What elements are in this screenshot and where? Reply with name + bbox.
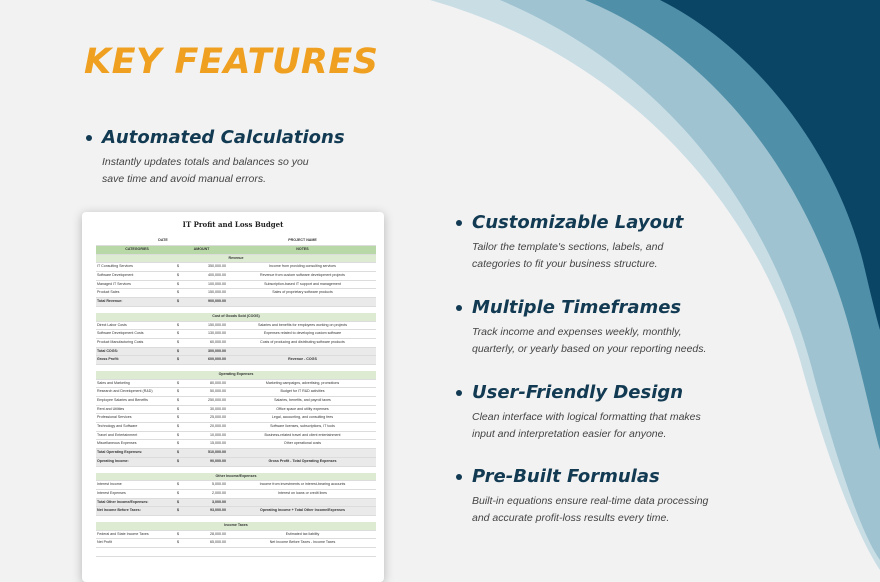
currency-sign: $ — [177, 450, 179, 455]
category-cell: Software Development — [97, 273, 134, 278]
category-cell: Technology and Software — [97, 424, 138, 429]
notes-cell — [229, 298, 376, 306]
feature-title: User-Friendly Design — [472, 382, 684, 403]
sheet-meta-row — [96, 236, 376, 246]
currency-sign: $ — [177, 322, 179, 327]
category-cell: Sales and Marketing — [97, 380, 130, 385]
notes-cell: Revenue from custom software development projects — [260, 273, 345, 278]
total-row — [96, 507, 376, 516]
table-row — [96, 388, 376, 397]
amount-value: 250,000.00 — [208, 398, 226, 402]
category-cell: Gross Profit: — [97, 357, 119, 362]
total-row — [96, 298, 376, 307]
category-cell: Interest Expenses — [97, 490, 126, 495]
table-row — [96, 289, 376, 298]
notes-cell: Business-related travel and client entertainment — [264, 432, 341, 437]
amount-cell — [177, 281, 229, 289]
amount-value: 10,000.00 — [210, 432, 226, 437]
category-cell: Product Sales — [97, 290, 120, 295]
category-cell: Direct Labor Costs — [97, 322, 127, 327]
notes-cell: Budget for IT R&D activities — [280, 389, 325, 394]
date-label: DATE — [158, 238, 168, 242]
currency-sign: $ — [177, 482, 179, 487]
currency-sign: $ — [177, 389, 179, 394]
section-header-row — [96, 371, 376, 380]
table-row — [96, 380, 376, 389]
notes-cell: Costs of producing and distributing software products — [260, 339, 345, 344]
header-categories: CATEGORIES — [125, 247, 149, 251]
bullet-icon — [456, 390, 462, 396]
category-cell: Product Manufacturing Costs — [97, 339, 144, 344]
amount-cell — [177, 499, 229, 507]
amount-value: 5,000.00 — [212, 482, 226, 487]
amount-cell — [177, 356, 229, 364]
amount-cell — [177, 440, 229, 448]
currency-sign: $ — [177, 299, 179, 304]
notes-cell: Operating Income + Total Other Income/Expenses — [260, 508, 345, 513]
sheet-header-row — [96, 246, 376, 255]
notes-cell: Legal, accounting, and consulting fees — [271, 415, 334, 420]
section-label: Cost of Goods Sold (COGS) — [212, 313, 260, 318]
currency-sign: $ — [177, 339, 179, 344]
total-row — [96, 356, 376, 365]
page-title: KEY FEATURES — [84, 42, 379, 82]
notes-cell: Salaries, benefits, and payroll taxes — [274, 398, 331, 402]
currency-sign: $ — [177, 406, 179, 411]
notes-cell: Subscription-based IT support and management — [264, 281, 341, 286]
amount-value: 15,000.00 — [210, 441, 226, 446]
currency-sign: $ — [177, 499, 179, 504]
section-label: Other Income/Expenses — [215, 473, 257, 478]
bullet-icon — [456, 474, 462, 480]
sheet-grid — [96, 236, 376, 557]
amount-cell — [177, 481, 229, 489]
section-header-row — [96, 255, 376, 264]
amount-cell — [177, 490, 229, 498]
table-row — [96, 322, 376, 331]
amount-cell — [177, 348, 229, 356]
notes-cell — [229, 548, 376, 556]
category-cell: Interest Income — [97, 482, 122, 487]
category-cell: Rent and Utilities — [97, 406, 125, 411]
table-row — [96, 397, 376, 406]
category-cell: Net Income Before Taxes: — [97, 508, 141, 513]
currency-sign: $ — [177, 531, 179, 536]
category-cell: Total Operating Expenses: — [97, 450, 143, 455]
amount-cell — [177, 322, 229, 330]
category-cell: Total Other Income/Expenses: — [97, 499, 149, 504]
table-row — [96, 531, 376, 540]
notes-cell: Software licenses, subscriptions, IT tools — [270, 424, 335, 429]
table-row — [96, 339, 376, 348]
amount-value: 50,000.00 — [210, 389, 226, 394]
amount-value: 28,000.00 — [210, 531, 226, 536]
section-header-row — [96, 522, 376, 531]
feature-description: Track income and expenses weekly, monthly, quarterly, or yearly based on your reporting needs. — [472, 326, 707, 355]
table-row — [96, 330, 376, 339]
notes-cell: Marketing campaigns, advertising, promotions — [265, 380, 340, 385]
feature-title: Customizable Layout — [472, 212, 684, 233]
amount-cell — [177, 289, 229, 297]
currency-sign: $ — [177, 348, 179, 353]
amount-value: 65,000.00 — [210, 540, 226, 545]
amount-value: 300,000.00 — [208, 348, 226, 353]
project-name-label: PROJECT NAME — [288, 238, 317, 242]
category-cell: Net Profit — [97, 540, 112, 545]
currency-sign: $ — [177, 458, 179, 463]
feature-user-friendly-design — [456, 382, 701, 443]
currency-sign: $ — [177, 380, 179, 385]
amount-cell — [177, 539, 229, 547]
amount-value: 510,000.00 — [208, 450, 226, 455]
notes-cell: Other operational costs — [283, 441, 322, 446]
amount-cell — [177, 388, 229, 396]
amount-cell — [177, 531, 229, 539]
amount-cell — [177, 380, 229, 388]
notes-cell — [229, 499, 376, 507]
notes-cell: Estimated tax liability — [285, 531, 320, 536]
feature-description: Clean interface with logical formatting that makes input and interpretation easier for anyone. — [472, 411, 701, 440]
notes-cell: Income from providing consulting services — [269, 264, 336, 269]
notes-cell: Gross Profit - Total Operating Expenses — [268, 458, 337, 463]
notes-cell: Salaries and benefits for employees working on projects — [257, 322, 348, 327]
amount-value: 25,000.00 — [210, 415, 226, 420]
feature-title: Pre-Built Formulas — [472, 466, 660, 487]
table-row — [96, 272, 376, 281]
category-cell: Total COGS: — [97, 348, 119, 353]
table-row — [96, 548, 376, 557]
amount-value: 60,000.00 — [210, 339, 226, 344]
table-row — [96, 539, 376, 548]
total-row — [96, 449, 376, 458]
currency-sign: $ — [177, 273, 179, 278]
amount-cell — [177, 263, 229, 271]
currency-sign: $ — [177, 508, 179, 513]
currency-sign: $ — [177, 490, 179, 495]
amount-value: 400,000.00 — [208, 273, 226, 278]
category-cell: IT Consulting Services — [97, 264, 133, 269]
currency-sign: $ — [177, 441, 179, 446]
notes-cell: Interest on loans or credit lines — [278, 490, 327, 495]
category-cell: Travel and Entertainment — [97, 432, 138, 437]
amount-value: 20,000.00 — [210, 424, 226, 429]
amount-cell — [177, 423, 229, 431]
category-cell: Federal and State Income Taxes — [97, 531, 149, 536]
bullet-icon — [456, 220, 462, 226]
amount-value: 600,000.00 — [208, 357, 226, 362]
amount-cell — [177, 458, 229, 466]
amount-cell — [177, 272, 229, 280]
category-cell: Research and Development (R&D) — [97, 389, 153, 394]
category-cell: Operating Income: — [97, 458, 129, 463]
currency-sign: $ — [177, 331, 179, 336]
feature-automated-calculations — [86, 127, 345, 188]
table-row — [96, 281, 376, 290]
category-cell — [96, 548, 177, 556]
amount-cell — [177, 298, 229, 306]
feature-title: Automated Calculations — [102, 127, 345, 148]
section-header-row — [96, 473, 376, 482]
notes-cell: Revenue - COGS — [288, 357, 317, 362]
table-row — [96, 414, 376, 423]
notes-cell — [229, 449, 376, 457]
section-header-row — [96, 313, 376, 322]
amount-cell — [177, 339, 229, 347]
total-row — [96, 458, 376, 467]
currency-sign: $ — [177, 290, 179, 295]
feature-description: Built-in equations ensure real-time data processing and accurate profit-loss results every time. — [472, 495, 709, 524]
amount-cell — [177, 449, 229, 457]
currency-sign: $ — [177, 415, 179, 420]
section-label: Revenue — [228, 255, 244, 260]
table-row — [96, 440, 376, 449]
feature-pre-built-formulas — [456, 466, 708, 527]
amount-cell — [177, 397, 229, 405]
amount-value: 350,000.00 — [208, 264, 226, 269]
table-row — [96, 423, 376, 432]
table-row — [96, 406, 376, 415]
amount-value: 130,000.00 — [208, 331, 226, 336]
currency-sign: $ — [177, 357, 179, 362]
amount-value: 93,000.00 — [210, 508, 226, 513]
amount-value: 100,000.00 — [208, 281, 226, 286]
bullet-icon — [456, 305, 462, 311]
notes-cell: Income from investments or interest-bearing accounts — [259, 482, 346, 487]
amount-cell — [177, 330, 229, 338]
amount-value: 150,000.00 — [208, 290, 226, 295]
category-cell: Total Revenue: — [97, 299, 123, 304]
table-row — [96, 263, 376, 272]
feature-description: Tailor the template's sections, labels, and categories to fit your business structure. — [472, 241, 664, 270]
feature-description: Instantly updates totals and balances so you save time and avoid manual errors. — [102, 156, 309, 185]
feature-customizable-layout — [456, 212, 683, 273]
header-notes: NOTES — [296, 247, 309, 251]
sheet-title: IT Profit and Loss Budget — [182, 220, 284, 229]
currency-sign: $ — [177, 264, 179, 269]
amount-value: 90,000.00 — [210, 458, 226, 463]
feature-title: Multiple Timeframes — [472, 297, 682, 318]
category-cell: Professional Services — [97, 415, 132, 420]
table-row — [96, 481, 376, 490]
amount-cell — [177, 548, 229, 556]
table-row — [96, 432, 376, 441]
amount-cell — [177, 432, 229, 440]
currency-sign: $ — [177, 424, 179, 429]
currency-sign: $ — [177, 540, 179, 545]
bullet-icon — [86, 135, 92, 141]
amount-value: 80,000.00 — [210, 380, 226, 385]
category-cell: Software Development Costs — [97, 331, 144, 336]
amount-value: 3,000.00 — [212, 499, 226, 504]
category-cell: Managed IT Services — [97, 281, 131, 286]
amount-cell — [177, 414, 229, 422]
notes-cell: Office space and utility expenses — [276, 406, 329, 411]
notes-cell — [229, 348, 376, 356]
amount-value: 150,000.00 — [208, 322, 226, 327]
header-amount: AMOUNT — [193, 247, 210, 251]
category-cell: Miscellaneous Expenses — [97, 441, 137, 446]
notes-cell: Expenses related to developing custom software — [263, 331, 342, 336]
total-row — [96, 348, 376, 357]
section-label: Operating Expenses — [218, 371, 254, 376]
category-cell: Employee Salaries and Benefits — [97, 398, 148, 402]
currency-sign: $ — [177, 432, 179, 437]
spreadsheet-preview — [82, 212, 384, 582]
notes-cell: Net Income Before Taxes - Income Taxes — [269, 540, 336, 545]
currency-sign: $ — [177, 398, 179, 402]
amount-cell — [177, 406, 229, 414]
amount-cell — [177, 507, 229, 515]
feature-multiple-timeframes — [456, 297, 706, 358]
total-row — [96, 499, 376, 508]
table-row — [96, 490, 376, 499]
notes-cell: Sales of proprietary software products — [272, 290, 333, 295]
section-label: Income Taxes — [224, 522, 248, 527]
currency-sign: $ — [177, 281, 179, 286]
amount-value: 2,000.00 — [212, 490, 226, 495]
amount-value: 30,000.00 — [210, 406, 226, 411]
amount-value: 900,000.00 — [208, 299, 226, 304]
